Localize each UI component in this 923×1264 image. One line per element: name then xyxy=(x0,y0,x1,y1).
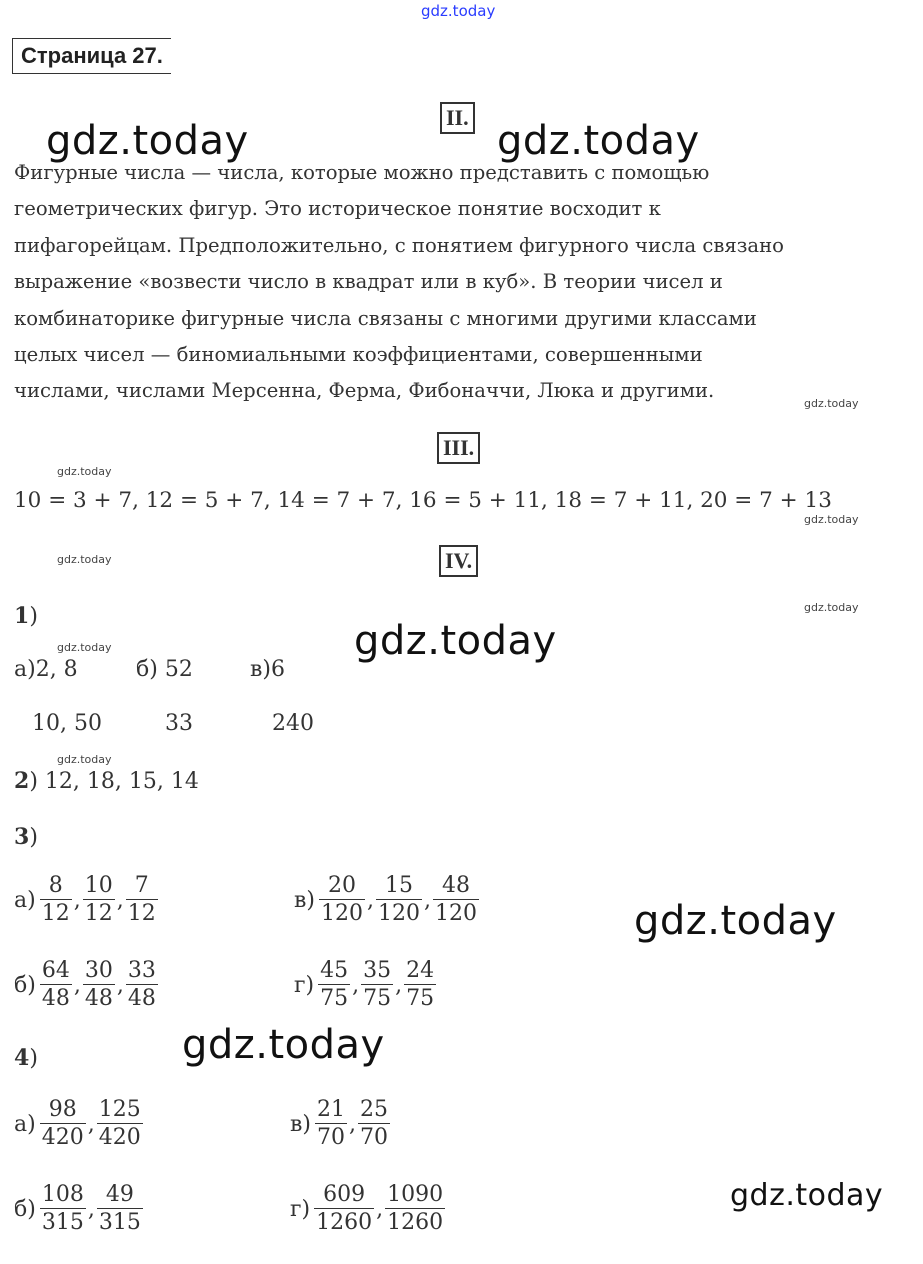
fraction-numerator: 108 xyxy=(41,1182,84,1207)
fraction xyxy=(40,1182,86,1237)
fraction-denominator: 12 xyxy=(127,901,156,926)
fraction-numerator: 21 xyxy=(316,1097,345,1122)
answer-letter: в) xyxy=(294,888,315,913)
fraction-denominator: 420 xyxy=(41,1125,84,1150)
fraction xyxy=(315,1097,347,1152)
fraction-numerator: 8 xyxy=(48,873,63,898)
fraction-denominator: 1260 xyxy=(316,1210,373,1235)
fraction-denominator: 12 xyxy=(84,901,113,926)
fraction-denominator: 120 xyxy=(434,901,477,926)
fraction-denominator: 120 xyxy=(377,901,420,926)
fraction-numerator: 7 xyxy=(134,873,149,898)
section-heading-iii: III. xyxy=(437,432,480,464)
task-4-label: 4) xyxy=(14,1045,38,1071)
task-1-answer-a: а)2, 8 xyxy=(14,657,78,682)
fraction xyxy=(97,1097,143,1152)
fraction-numerator: 25 xyxy=(359,1097,388,1122)
answer-letter: б) xyxy=(14,973,36,998)
task-1-answer-b: б) 52 xyxy=(136,657,193,682)
task-3-answer-v xyxy=(294,873,480,928)
fraction xyxy=(314,1182,374,1237)
task-1-answer-v2: 240 xyxy=(272,711,314,736)
fraction-separator: , xyxy=(87,1197,95,1222)
fraction-denominator: 48 xyxy=(84,986,113,1011)
answer-letter: г) xyxy=(294,973,315,998)
fraction-separator: , xyxy=(366,888,374,913)
fraction-numerator: 45 xyxy=(320,958,349,983)
watermark-small: gdz.today xyxy=(57,553,112,566)
fraction xyxy=(97,1182,143,1237)
paragraph-figurate-numbers xyxy=(14,155,909,410)
fraction-separator: , xyxy=(352,973,360,998)
watermark-large: gdz.today xyxy=(354,618,557,664)
fraction-separator: , xyxy=(348,1112,356,1137)
watermark-small: gdz.today xyxy=(804,601,859,614)
fraction-separator: , xyxy=(116,888,124,913)
paragraph-line: пифагорейцам. Предположительно, с понятием фигурного числа связано xyxy=(14,233,784,257)
fraction-denominator: 420 xyxy=(98,1125,141,1150)
task-4-answer-b xyxy=(14,1182,144,1237)
fraction xyxy=(83,873,115,928)
fraction-denominator: 315 xyxy=(98,1210,141,1235)
fraction-denominator: 75 xyxy=(406,986,435,1011)
fraction xyxy=(385,1182,445,1237)
fraction-denominator: 70 xyxy=(316,1125,345,1150)
fraction-separator: , xyxy=(395,973,403,998)
fraction-numerator: 48 xyxy=(441,873,470,898)
task-1-answer-a2: 10, 50 xyxy=(32,711,102,736)
fraction-separator: , xyxy=(116,973,124,998)
fraction-denominator: 48 xyxy=(127,986,156,1011)
fraction xyxy=(40,958,72,1013)
fraction-numerator: 98 xyxy=(48,1097,77,1122)
fraction xyxy=(433,873,479,928)
fraction xyxy=(126,958,158,1013)
paragraph-line: геометрических фигур. Это историческое понятие восходит к xyxy=(14,197,661,221)
fraction xyxy=(358,1097,390,1152)
section-heading-iv: IV. xyxy=(439,545,478,577)
section-heading-ii: II. xyxy=(440,102,475,134)
answer-letter: а) xyxy=(14,1112,36,1137)
fraction-numerator: 35 xyxy=(363,958,392,983)
task-1-answer-v: в)6 xyxy=(250,657,285,682)
fraction-denominator: 1260 xyxy=(387,1210,444,1235)
task-1-label: 1) xyxy=(14,603,38,629)
fraction-denominator: 75 xyxy=(320,986,349,1011)
watermark-small: gdz.today xyxy=(804,397,859,410)
paragraph-line: выражение «возвести число в квадрат или в куб». В теории чисел и xyxy=(14,270,723,294)
fraction-numerator: 1090 xyxy=(387,1182,444,1207)
fraction-numerator: 609 xyxy=(323,1182,366,1207)
fraction xyxy=(361,958,393,1013)
fraction xyxy=(318,958,350,1013)
fraction-denominator: 120 xyxy=(320,901,363,926)
fraction-numerator: 125 xyxy=(98,1097,141,1122)
task-3-answer-b xyxy=(14,958,159,1013)
fraction-numerator: 10 xyxy=(84,873,113,898)
paragraph-line: числами, числами Мерсенна, Ферма, Фибоначчи, Люка и другими. xyxy=(14,379,715,403)
fraction xyxy=(126,873,158,928)
paragraph-line: комбинаторике фигурные числа связаны с многими другими классами xyxy=(14,306,757,330)
watermark-large: gdz.today xyxy=(497,118,700,164)
answer-letter: г) xyxy=(290,1197,311,1222)
watermark-large: gdz.today xyxy=(730,1178,884,1213)
paragraph-line: целых чисел — биномиальными коэффициентами, совершенными xyxy=(14,342,703,366)
task-3-answer-a xyxy=(14,873,159,928)
fraction-separator: , xyxy=(73,888,81,913)
fraction-numerator: 49 xyxy=(105,1182,134,1207)
watermark-small: gdz.today xyxy=(57,753,112,766)
fraction xyxy=(376,873,422,928)
task-4-answer-g xyxy=(290,1182,446,1237)
task-4-answer-a xyxy=(14,1097,144,1152)
task-1-answer-b2: 33 xyxy=(165,711,193,736)
task-2-answer: 2) 12, 18, 15, 14 xyxy=(14,768,199,794)
fraction-numerator: 33 xyxy=(127,958,156,983)
watermark-small: gdz.today xyxy=(804,513,859,526)
fraction-numerator: 30 xyxy=(84,958,113,983)
fraction xyxy=(319,873,365,928)
fraction xyxy=(83,958,115,1013)
watermark-small: gdz.today xyxy=(57,641,112,654)
page-label: Страница 27. xyxy=(12,38,171,74)
task-4-answer-v xyxy=(290,1097,391,1152)
fraction xyxy=(40,873,72,928)
watermark-large: gdz.today xyxy=(182,1022,385,1068)
fraction-numerator: 24 xyxy=(406,958,435,983)
task-3-label: 3) xyxy=(14,824,38,850)
task-3-answer-g xyxy=(294,958,437,1013)
fraction-denominator: 12 xyxy=(41,901,70,926)
fraction xyxy=(404,958,436,1013)
fraction-denominator: 75 xyxy=(363,986,392,1011)
fraction-numerator: 20 xyxy=(327,873,356,898)
watermark-small: gdz.today xyxy=(57,465,112,478)
paragraph-line: Фигурные числа — числа, которые можно представить с помощью xyxy=(14,161,710,184)
answer-letter: б) xyxy=(14,1197,36,1222)
watermark-large: gdz.today xyxy=(46,118,249,164)
fraction-separator: , xyxy=(73,973,81,998)
fraction-denominator: 70 xyxy=(359,1125,388,1150)
answer-letter: а) xyxy=(14,888,36,913)
fraction-separator: , xyxy=(423,888,431,913)
goldbach-equations: 10 = 3 + 7, 12 = 5 + 7, 14 = 7 + 7, 16 = 5 + 11, 18 = 7 + 11, 20 = 7 + 13 xyxy=(14,488,832,513)
fraction-separator: , xyxy=(87,1112,95,1137)
watermark-top: gdz.today xyxy=(421,2,496,20)
answer-letter: в) xyxy=(290,1112,311,1137)
fraction xyxy=(40,1097,86,1152)
fraction-numerator: 64 xyxy=(41,958,70,983)
fraction-denominator: 48 xyxy=(41,986,70,1011)
fraction-denominator: 315 xyxy=(41,1210,84,1235)
fraction-separator: , xyxy=(376,1197,384,1222)
watermark-large: gdz.today xyxy=(634,898,837,944)
fraction-numerator: 15 xyxy=(384,873,413,898)
